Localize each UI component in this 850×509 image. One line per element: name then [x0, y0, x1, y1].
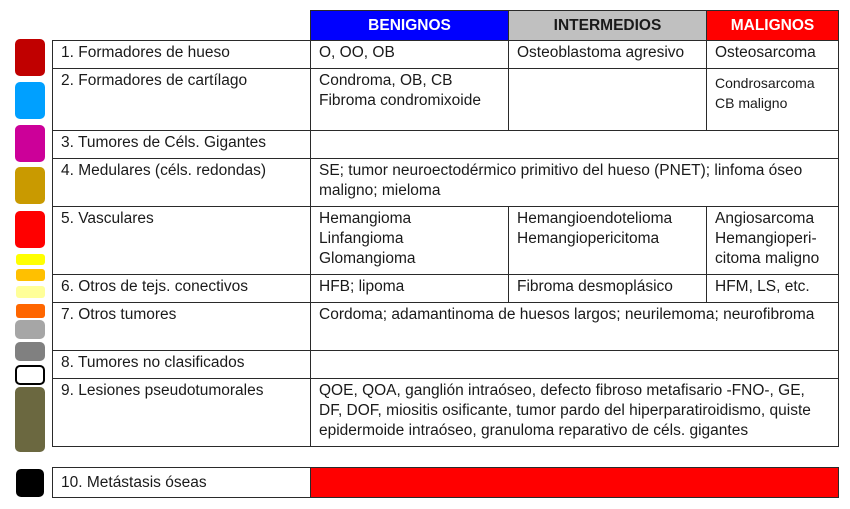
row-category: 2. Formadores de cartílago	[53, 69, 311, 131]
cell-benign: Hemangioma Linfangioma Glomangioma	[311, 207, 509, 275]
table-row	[53, 69, 839, 131]
swatch-pseudotumoral	[15, 387, 45, 452]
cell-intermediate: Osteoblastoma agresivo	[509, 41, 707, 69]
swatch-vascular-benign	[16, 254, 45, 265]
header-intermediate: INTERMEDIOS	[509, 11, 707, 41]
header-malignant: MALIGNOS	[707, 11, 839, 41]
metastasis-row	[53, 468, 839, 498]
cell-benign: Condroma, OB, CB Fibroma condromixoide	[311, 69, 509, 131]
metastasis-bar	[311, 468, 839, 498]
cell-malignant: Osteosarcoma	[707, 41, 839, 69]
corner-cell	[53, 11, 311, 41]
cell-benign: HFB; lipoma	[311, 275, 509, 303]
table-row	[53, 159, 839, 207]
cell-span: QOE, QOA, ganglión intraóseo, defecto fibroso metafisario -FNO-, GE, DF, DOF, miositis osificante, tumor pardo del hiperparatiroidismo, quiste epidermoide intraóseo, granuloma reparativo de céls. gigantes	[311, 379, 839, 447]
cell-malignant: HFM, LS, etc.	[707, 275, 839, 303]
swatch-cartilage-forming	[15, 82, 45, 119]
swatch-other-tumors-2	[15, 342, 45, 361]
cell-span: SE; tumor neuroectodérmico primitivo del hueso (PNET); linfoma óseo maligno; mieloma	[311, 159, 839, 207]
row-category: 1. Formadores de hueso	[53, 41, 311, 69]
swatch-other-tumors	[15, 320, 45, 339]
swatch-connective-2	[16, 304, 45, 318]
table-row	[53, 275, 839, 303]
metastasis-label: 10. Metástasis óseas	[53, 468, 311, 498]
row-category: 3. Tumores de Céls. Gigantes	[53, 131, 311, 159]
swatch-unclassified	[15, 365, 45, 385]
cell-intermediate	[509, 69, 707, 131]
table-row	[53, 41, 839, 69]
row-category: 9. Lesiones pseudotumorales	[53, 379, 311, 447]
table-row	[53, 207, 839, 275]
cell-span: Cordoma; adamantinoma de huesos largos; neurilemoma; neurofibroma	[311, 303, 839, 351]
header-benign: BENIGNOS	[311, 11, 509, 41]
swatch-vascular-intermediate	[16, 269, 45, 281]
swatch-connective	[16, 286, 45, 298]
cell-malignant: Angiosarcoma Hemangioperi- citoma maligno	[707, 207, 839, 275]
swatch-vascular	[15, 211, 45, 248]
bone-tumor-classification-table	[52, 10, 839, 447]
cell-intermediate: Hemangioendotelioma Hemangiopericitoma	[509, 207, 707, 275]
swatch-giant-cell	[15, 125, 45, 162]
swatch-medullary	[15, 167, 45, 204]
cell-malignant: Condrosarcoma CB maligno	[707, 69, 839, 131]
row-category: 4. Medulares (céls. redondas)	[53, 159, 311, 207]
table-row	[53, 131, 839, 159]
cell-span	[311, 351, 839, 379]
cell-intermediate: Fibroma desmoplásico	[509, 275, 707, 303]
row-category: 8. Tumores no clasificados	[53, 351, 311, 379]
table-row	[53, 351, 839, 379]
swatch-metastasis	[16, 469, 44, 497]
header-row	[53, 11, 839, 41]
cell-span	[311, 131, 839, 159]
row-category: 7. Otros tumores	[53, 303, 311, 351]
metastasis-table	[52, 467, 839, 498]
table-row	[53, 379, 839, 447]
row-category: 5. Vasculares	[53, 207, 311, 275]
swatch-bone-forming	[15, 39, 45, 76]
table-row	[53, 303, 839, 351]
row-category: 6. Otros de tejs. conectivos	[53, 275, 311, 303]
cell-benign: O, OO, OB	[311, 41, 509, 69]
